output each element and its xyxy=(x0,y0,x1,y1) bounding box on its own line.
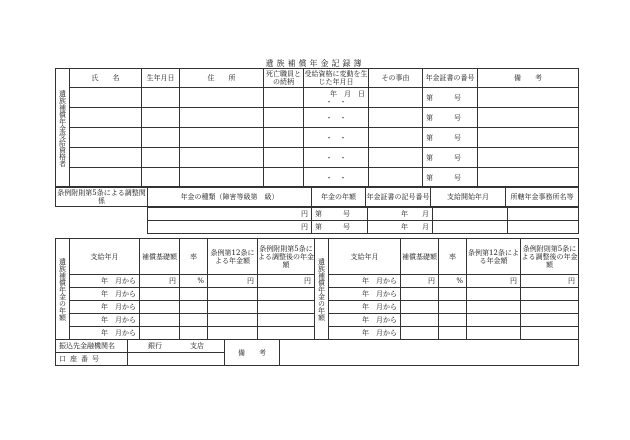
reason-cell[interactable] xyxy=(369,168,423,188)
col-reason: その事由 xyxy=(369,69,423,88)
adjusted-cell[interactable] xyxy=(258,327,315,340)
name-cell[interactable] xyxy=(70,168,142,188)
adjusted-cell[interactable] xyxy=(521,327,579,340)
account-number-field[interactable] xyxy=(128,353,225,366)
period-cell[interactable]: 年 月から xyxy=(70,275,140,288)
period-cell[interactable]: 年 月から xyxy=(329,275,401,288)
art12-cell[interactable] xyxy=(467,314,521,327)
name-cell[interactable] xyxy=(70,88,142,108)
art12-cell[interactable] xyxy=(208,327,258,340)
rate-cell[interactable]: % xyxy=(439,275,467,288)
adjusted-cell[interactable]: 円 xyxy=(521,275,579,288)
period-cell[interactable]: 年 月から xyxy=(70,301,140,314)
col-base: 補償基礎額 xyxy=(401,239,439,275)
birth-cell[interactable] xyxy=(142,148,180,168)
relation-cell[interactable] xyxy=(264,88,304,108)
remarks-cell[interactable] xyxy=(478,148,579,168)
cert-cell[interactable]: 第 号 xyxy=(423,128,478,148)
remarks-cell[interactable] xyxy=(478,128,579,148)
address-cell[interactable] xyxy=(180,88,264,108)
office-cell[interactable] xyxy=(433,208,508,221)
cert-cell[interactable]: 第 号 xyxy=(423,88,478,108)
base-cell[interactable] xyxy=(401,314,439,327)
rate-cell[interactable] xyxy=(439,314,467,327)
col-adjusted: 条例附則第5条による調整後の年金額 xyxy=(521,239,579,275)
table-row xyxy=(148,208,579,221)
rate-cell[interactable]: % xyxy=(180,275,208,288)
annual-side-label: 遺族補償年金の年額 xyxy=(315,239,329,340)
table-row xyxy=(56,288,315,301)
page-title: 遺族補償年金記録簿 xyxy=(265,59,365,68)
col-rate: 率 xyxy=(439,239,467,275)
period-cell[interactable]: 年 月から xyxy=(70,314,140,327)
base-cell[interactable] xyxy=(140,314,180,327)
base-cell[interactable]: 円 xyxy=(401,275,439,288)
annual-side-label: 遺族補償年金の年額 xyxy=(56,239,70,340)
recipients-side-label: 遺族補償年金受給資格者 xyxy=(56,69,70,188)
col-period: 支給年月 xyxy=(329,239,401,275)
account-number-label: 口座番号 xyxy=(56,353,128,366)
amount-cell[interactable]: 円 xyxy=(148,208,312,221)
address-cell[interactable] xyxy=(180,168,264,188)
adjustment-label: 条例附則第5条による調整関係 xyxy=(57,188,146,205)
office-cell[interactable] xyxy=(433,221,508,234)
remarks-cell[interactable] xyxy=(478,88,579,108)
art12-cell[interactable] xyxy=(467,288,521,301)
table-row xyxy=(315,275,579,288)
name-cell[interactable] xyxy=(70,128,142,148)
art12-cell[interactable] xyxy=(467,327,521,340)
reason-cell[interactable] xyxy=(369,128,423,148)
bank-remarks-label: 備 考 xyxy=(225,340,280,366)
adjusted-cell[interactable] xyxy=(521,288,579,301)
base-cell[interactable] xyxy=(401,301,439,314)
remarks-cell[interactable] xyxy=(508,221,579,234)
bank-remarks-field[interactable] xyxy=(280,340,579,366)
change-date-cell[interactable]: ・ ・ xyxy=(304,108,369,128)
col-cert-no: 年金証書の番号 xyxy=(423,69,478,88)
col-pension-type: 年金の種類（障害等級第 級） xyxy=(148,187,312,207)
bank-name-field[interactable]: 銀行 支店 xyxy=(128,340,225,353)
adjusted-cell[interactable] xyxy=(258,314,315,327)
art12-cell[interactable] xyxy=(208,301,258,314)
adjusted-cell[interactable] xyxy=(521,314,579,327)
reason-cell[interactable] xyxy=(369,88,423,108)
rate-cell[interactable] xyxy=(180,301,208,314)
col-address: 住 所 xyxy=(180,69,264,88)
cert-cell[interactable]: 第 号 xyxy=(423,108,478,128)
table-row xyxy=(315,314,579,327)
col-birth: 生年月日 xyxy=(142,69,180,88)
adjustment-rows xyxy=(147,207,579,234)
base-cell[interactable] xyxy=(401,327,439,340)
period-cell[interactable]: 年 月から xyxy=(70,327,140,340)
cert-cell[interactable]: 第 号 xyxy=(423,168,478,188)
table-row xyxy=(315,301,579,314)
base-cell[interactable] xyxy=(140,327,180,340)
table-row xyxy=(56,275,315,288)
art12-cell[interactable] xyxy=(208,288,258,301)
cert-cell[interactable]: 第 号 xyxy=(312,208,368,221)
bank-table xyxy=(55,339,579,366)
table-row xyxy=(56,168,579,188)
name-cell[interactable] xyxy=(70,148,142,168)
col-remarks: 備 考 xyxy=(478,69,579,88)
period-cell[interactable]: 年 月から xyxy=(329,327,401,340)
reason-cell[interactable] xyxy=(369,148,423,168)
rate-cell[interactable] xyxy=(439,327,467,340)
base-cell[interactable] xyxy=(140,301,180,314)
relation-cell[interactable] xyxy=(264,148,304,168)
art12-cell[interactable]: 円 xyxy=(208,275,258,288)
address-cell[interactable] xyxy=(180,148,264,168)
reason-cell[interactable] xyxy=(369,108,423,128)
adjusted-cell[interactable] xyxy=(521,301,579,314)
rate-cell[interactable] xyxy=(439,288,467,301)
col-art12: 条例第12条による年金額 xyxy=(467,239,521,275)
change-date-cell[interactable]: ・ ・ xyxy=(304,148,369,168)
period-cell[interactable]: 年 月から xyxy=(329,288,401,301)
annual-table-right xyxy=(314,238,579,340)
remarks-cell[interactable] xyxy=(478,108,579,128)
adjusted-cell[interactable] xyxy=(258,288,315,301)
start-cell[interactable]: 年 月 xyxy=(368,208,433,221)
change-date-cell[interactable]: ・ ・ xyxy=(304,128,369,148)
change-date-cell[interactable]: 年 月 日 ・ ・ xyxy=(304,88,369,108)
birth-cell[interactable] xyxy=(142,128,180,148)
art12-cell[interactable] xyxy=(208,314,258,327)
col-relation: 死亡職員との続柄 xyxy=(264,69,304,88)
remarks-cell[interactable] xyxy=(478,168,579,188)
col-name: 氏 名 xyxy=(70,69,142,88)
table-row xyxy=(56,108,579,128)
address-cell[interactable] xyxy=(180,108,264,128)
recipients-table xyxy=(55,68,579,188)
address-cell[interactable] xyxy=(180,128,264,148)
col-period: 支給年月 xyxy=(70,239,140,275)
birth-cell[interactable] xyxy=(142,168,180,188)
adjustment-table xyxy=(55,186,579,207)
change-date-cell[interactable]: ・ ・ xyxy=(304,168,369,188)
annual-table-left xyxy=(55,238,315,340)
rate-cell[interactable] xyxy=(180,314,208,327)
col-change-date: 受給資格に変動を生じた年月日 xyxy=(304,70,368,86)
period-cell[interactable]: 年 月から xyxy=(329,314,401,327)
rate-cell[interactable] xyxy=(180,288,208,301)
relation-cell[interactable] xyxy=(264,108,304,128)
col-base: 補償基礎額 xyxy=(140,239,180,275)
rate-cell[interactable] xyxy=(439,301,467,314)
col-office: 所轄年金事務所名等 xyxy=(506,187,579,207)
rate-cell[interactable] xyxy=(180,327,208,340)
birth-cell[interactable] xyxy=(142,88,180,108)
col-rate: 率 xyxy=(180,239,208,275)
col-art12: 条例第12条による年金額 xyxy=(208,239,258,275)
col-cert-symbol: 年金証書の記号番号 xyxy=(366,187,431,207)
table-row xyxy=(56,88,579,108)
start-cell[interactable]: 年 月 xyxy=(368,221,433,234)
table-row xyxy=(315,288,579,301)
name-cell[interactable] xyxy=(70,108,142,128)
table-row xyxy=(315,327,579,340)
base-cell[interactable]: 円 xyxy=(140,275,180,288)
col-annual-amount: 年金の年額 xyxy=(312,187,366,207)
period-cell[interactable]: 年 月から xyxy=(329,301,401,314)
base-cell[interactable] xyxy=(401,288,439,301)
birth-cell[interactable] xyxy=(142,108,180,128)
base-cell[interactable] xyxy=(140,288,180,301)
period-cell[interactable]: 年 月から xyxy=(70,288,140,301)
table-row xyxy=(56,327,315,340)
remarks-cell[interactable] xyxy=(508,208,579,221)
table-row xyxy=(56,301,315,314)
col-adjusted: 条例附則第5条による調整後の年金額 xyxy=(258,239,315,275)
bank-institution-label: 振込先金融機関名 xyxy=(56,340,128,353)
art12-cell[interactable]: 円 xyxy=(467,275,521,288)
table-row xyxy=(148,221,579,234)
cert-cell[interactable]: 第 号 xyxy=(312,221,368,234)
relation-cell[interactable] xyxy=(264,168,304,188)
table-row xyxy=(56,314,315,327)
cert-cell[interactable]: 第 号 xyxy=(423,148,478,168)
adjusted-cell[interactable] xyxy=(258,301,315,314)
art12-cell[interactable] xyxy=(467,301,521,314)
table-row xyxy=(56,148,579,168)
table-row xyxy=(56,128,579,148)
adjusted-cell[interactable]: 円 xyxy=(258,275,315,288)
amount-cell[interactable]: 円 xyxy=(148,221,312,234)
relation-cell[interactable] xyxy=(264,128,304,148)
col-start: 支給開始年月 xyxy=(431,187,506,207)
